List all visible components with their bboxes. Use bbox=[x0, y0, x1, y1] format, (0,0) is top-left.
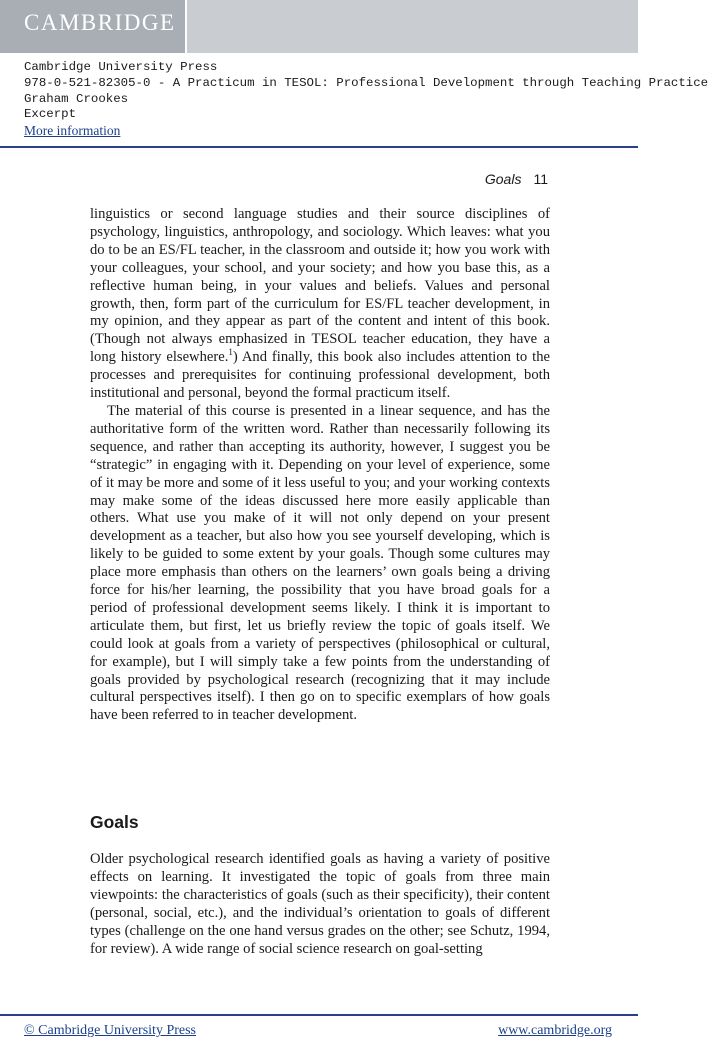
author-line: Graham Crookes bbox=[24, 91, 129, 106]
running-head bbox=[485, 171, 548, 187]
section-body bbox=[90, 851, 550, 958]
copyright-link[interactable]: © Cambridge University Press bbox=[24, 1023, 197, 1038]
publisher-line: Cambridge University Press bbox=[24, 60, 218, 74]
top-rule bbox=[0, 146, 638, 148]
footnote-marker[interactable]: 1 bbox=[228, 347, 233, 358]
logo-panel bbox=[0, 0, 185, 53]
paragraph-2: The material of this course is presented in a linear sequence, and has the authoritative form of the written word. Rather than necessarily following its sequence, and rather than accepting its authority, however, I suggest you be “strategic” in engaging with it. Depending on your level of experience, some of it may be more and some of it less useful to you; and your working contexts may make some of the ideas discussed here more easily applicable than others. What use you make of it will not only depend on your present development as a teacher, but also how you see yourself developing, which is likely to be guided to some extent by your goals. Though some cultures may place more emphasis than others on the learners’ own goals being a driving force for his/her learning, the possibility that you have broad goals for a period of professional development seems likely. I think it is important to articulate them, but first, let us briefly review the topic of goals itself. We could look at goals from a variety of perspectives (philosophical or cultural, for example), but I will simply take a few points from the understanding of goals provided by psychological research (recognizing that it may include cultural perspectives itself). I then go on to specific exemplars of how goals have been referred to in teacher development. bbox=[90, 402, 550, 724]
paragraph-1-text-a: linguistics or second language studies and their source disciplines of psychology, linguistics, anthropology, and sociology. Which leaves: what you do to be an ES/FL teacher, in the classroom and outside it; how you work with your colleagues, your school, and your society; and how you base this, as a reflective human being, in your values and beliefs. Values and personal growth, then, form part of the curriculum for ES/FL teacher development, in my opinion, and they appear as part of the content and intent of this book. (Though not always emphasized in TESOL teacher education, they have a long history elsewhere. bbox=[90, 206, 550, 366]
isbn-title-line: 978-0-521-82305-0 - A Practicum in TESOL: Professional Development through Teaching Practice bbox=[24, 75, 708, 90]
header-banner bbox=[0, 0, 638, 53]
section-paragraph-1: Older psychological research identified goals as having a variety of positive effects on learning. It investigated the topic of goals from three main viewpoints: the characteristics of goals (such as their specificity), their content (personal, social, etc.), and the individual’s orientation to goals of different types (challenge on the one hand versus grades on the other; see Schutz, 1994, for review). A wide range of social science research on goal-setting bbox=[90, 851, 550, 957]
book-metadata bbox=[24, 60, 708, 141]
cambridge-logo: CAMBRIDGE bbox=[24, 10, 176, 35]
body-text bbox=[90, 206, 550, 725]
excerpt-line: Excerpt bbox=[24, 107, 77, 122]
running-head-title: Goals bbox=[484, 171, 522, 187]
website-link[interactable]: www.cambridge.org bbox=[498, 1023, 612, 1038]
more-information-link[interactable]: More information bbox=[24, 123, 121, 139]
page-number: 11 bbox=[533, 171, 548, 187]
section-heading: Goals bbox=[90, 812, 139, 832]
bottom-rule bbox=[0, 1014, 638, 1016]
paragraph-1-text-b: ) And finally, this book also includes attention to the processes and prerequisites for continuing professional development, both institutional and personal, beyond the formal practicum itself. bbox=[90, 349, 550, 402]
banner-divider bbox=[185, 0, 187, 53]
paragraph-1 bbox=[90, 206, 550, 403]
